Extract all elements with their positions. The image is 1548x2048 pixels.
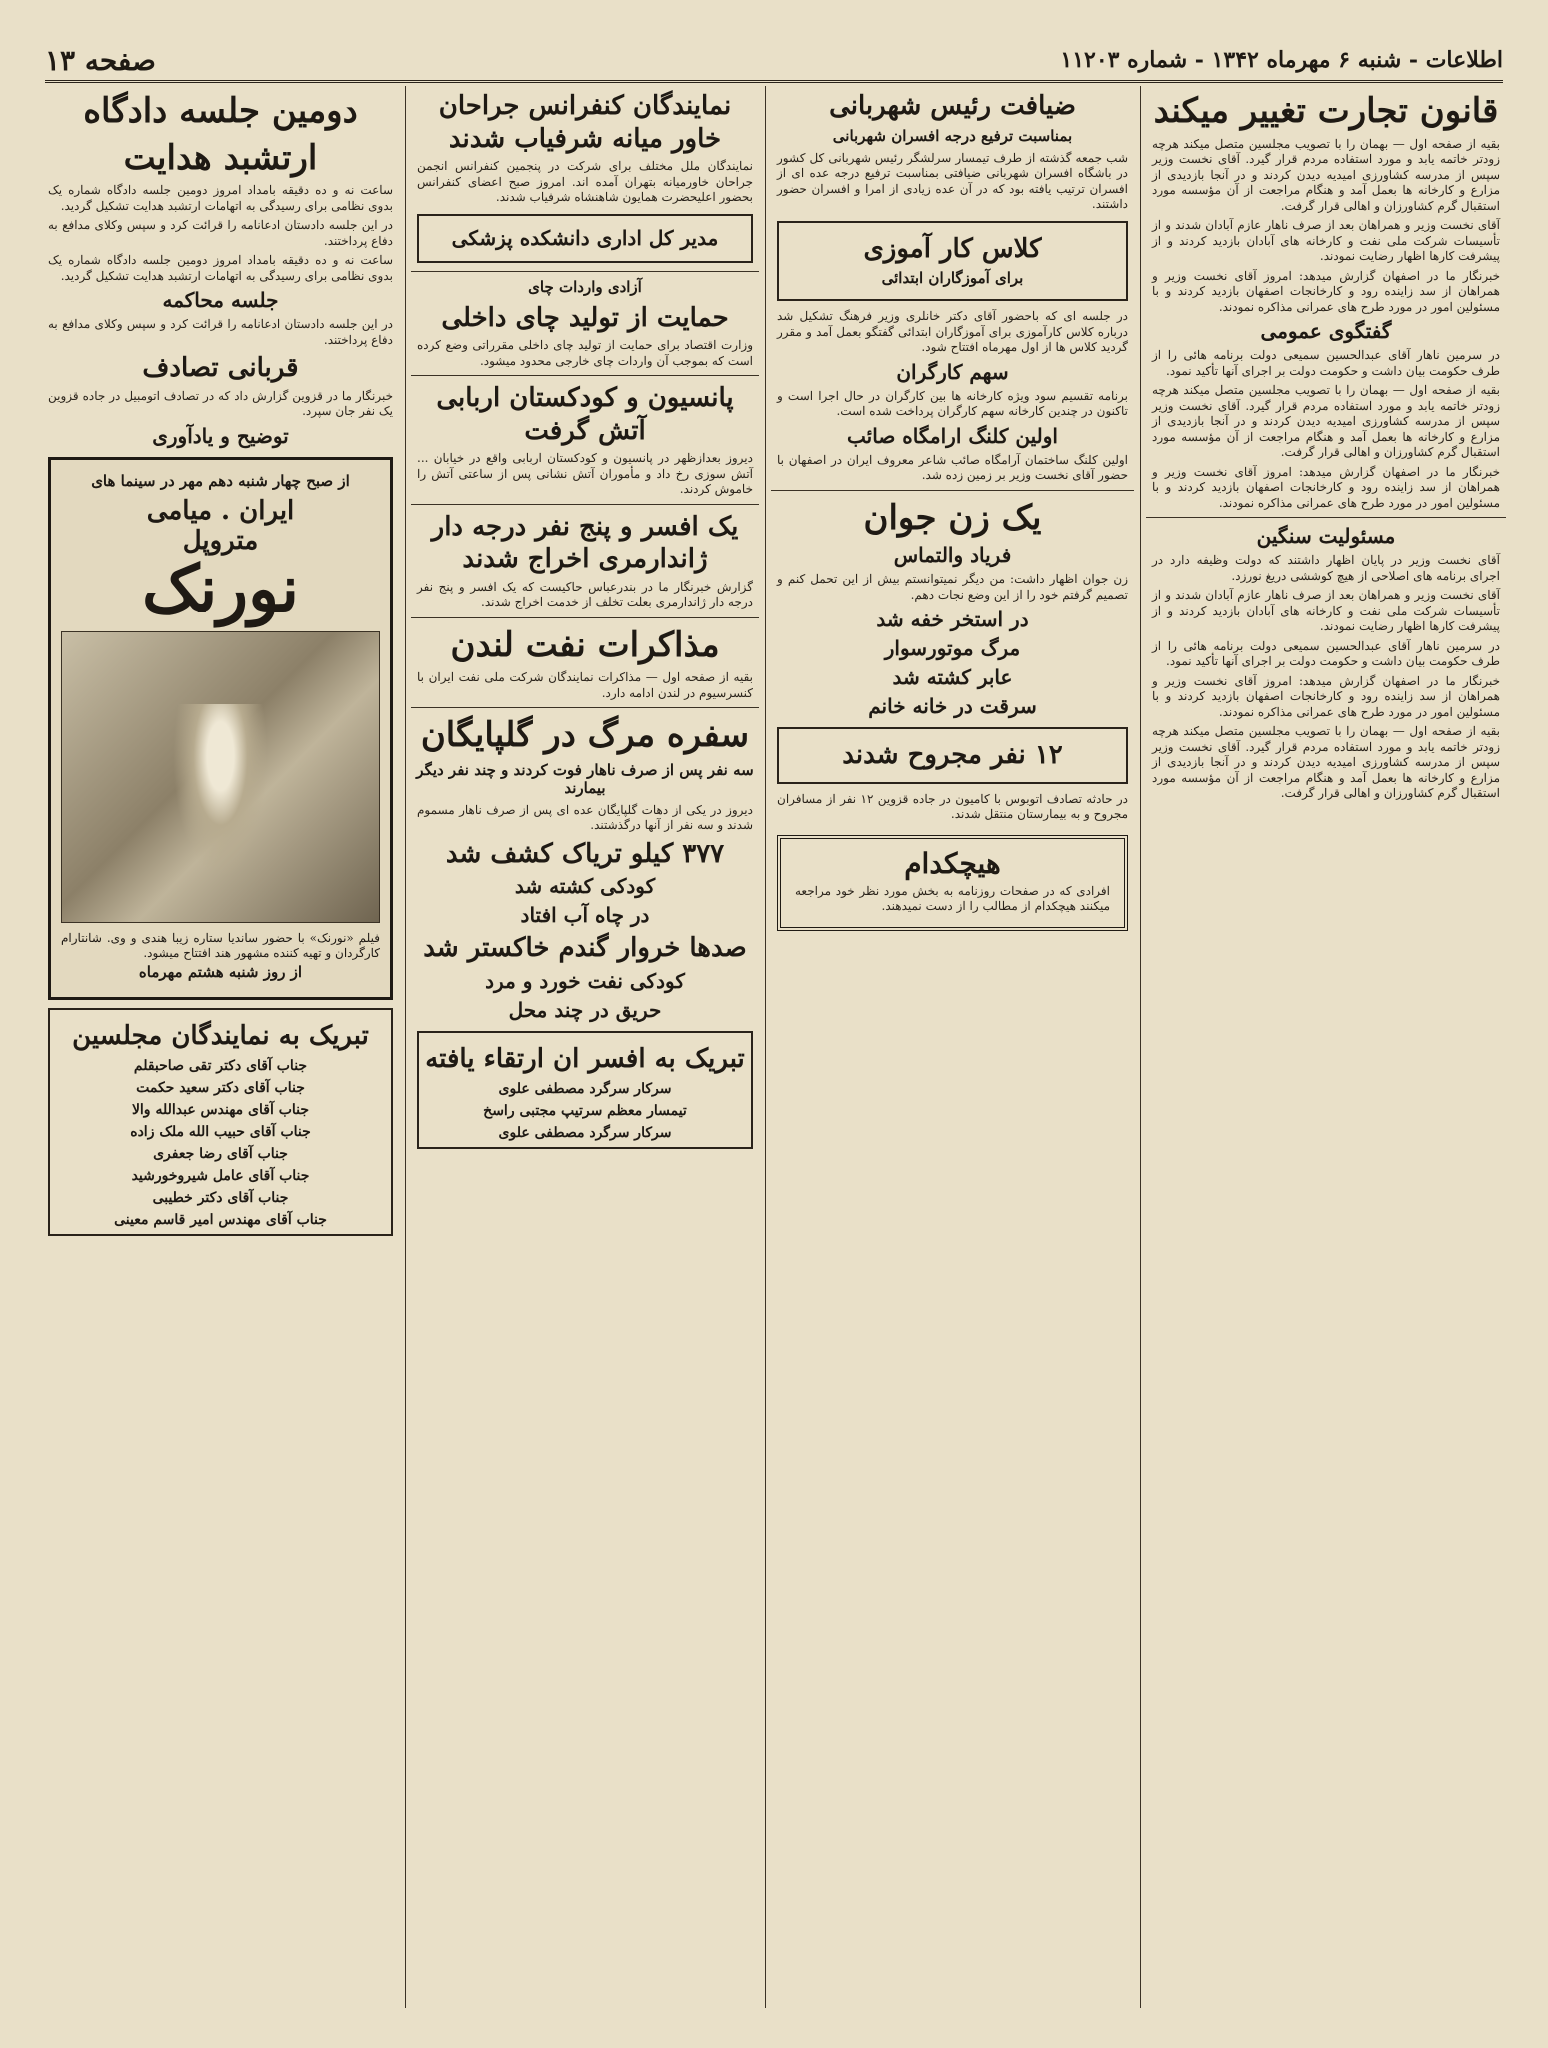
article-text: وزارت اقتصاد برای حمایت از تولید چای داخلی مقرراتی وضع کرده است که بموجب آن واردات چای خارجی محدود میشود. xyxy=(417,338,753,368)
headline-commerce-law: قانون تجارت تغییر میکند xyxy=(1153,91,1499,131)
ad-title: هیچکدام xyxy=(904,846,1001,880)
congrats-name: جناب آقای رضا جعفری xyxy=(153,1146,288,1163)
subheading: حریق در چند محل xyxy=(508,997,662,1022)
congrats-name: تیمسار معظم سرتیپ مجتبی راسخ xyxy=(483,1103,687,1119)
headline-court-subject: ارتشبد هدایت xyxy=(123,137,318,178)
article-text: بقیه از صفحه اول — بهمان را با تصویب مجلسین متصل میکند هرچه زودتر خاتمه یابد و مورد استفاده مردم قرار گیرد. آقای نخست وزیر سپس از مدرسه کشاورزی امیدیه دیدن کردند و در آنجا بازدیدی از مزارع و کارخانه ها بعمل آمد و هنگام مراجعت از آن مؤسسه مورد استقبال گرم کشاورزان و اهالی قرار گرفت. xyxy=(1152,136,1500,213)
subheading: عابر کشته شد xyxy=(892,665,1013,689)
congrats-name: سرکار سرگرد مصطفی علوی xyxy=(498,1125,672,1141)
article-text: دیروز در یکی از دهات گلپایگان عده ای پس از صرف ناهار مسموم شدند و سه نفر از آنها درگذشتند. xyxy=(417,802,753,832)
ad-opening-date: از روز شنبه هشتم مهرماه xyxy=(138,962,303,981)
film-photo xyxy=(61,631,380,923)
headline-surgeons: نمایندگان کنفرانس جراحان خاور میانه شرفیاب شدند xyxy=(438,91,732,154)
masthead-bar xyxy=(45,40,1503,83)
boxed-article xyxy=(777,221,1128,302)
article-text: آقای نخست وزیر و همراهان بعد از صرف ناهار عازم آبادان شدند و از تأسیسات شرکت ملی نفت و کارخانه های آبادان بازدید کردند و از پیشرفت کارها اظهار رضایت نمودند. xyxy=(1152,588,1500,633)
headline-death-meal: سفره مرگ در گلپایگان xyxy=(420,715,750,755)
congrats-name: جناب آقای دکتر خطیبی xyxy=(152,1190,289,1207)
headline-officers-expelled: یک افسر و پنج نفر درجه دار ژاندارمری اخراج شدند xyxy=(431,511,739,574)
headline-young-woman: یک زن جوان xyxy=(863,497,1042,538)
column-rule xyxy=(765,86,766,2008)
column-rule xyxy=(405,86,406,2008)
headline-parliament-congrats: تبریک به نمایندگان مجلسین xyxy=(72,1020,369,1051)
headline-court-session: دومین جلسه دادگاه xyxy=(83,91,358,131)
congrats-name: جناب آقای حبیب الله ملک زاده xyxy=(130,1124,311,1141)
subheading: در چاه آب افتاد xyxy=(520,903,650,927)
subheading: آزادی واردات چای xyxy=(528,277,642,296)
article-text: شب جمعه گذشته از طرف تیمسار سرلشگر رئیس شهربانی کل کشور در باشگاه افسران شهربانی ضیافتی بمناسبت ترفیع درجه عده ای از افسران ترتیب یافته بود که در آن عده زیادی از امرا و افسران حضور داشتند. xyxy=(777,150,1128,211)
article-text: در این جلسه دادستان ادعانامه را قرائت کرد و سپس وکلای مدافع به دفاع پرداختند. xyxy=(48,218,393,248)
parliament-congrats-box xyxy=(48,1008,393,1237)
cinema-advertisement xyxy=(48,457,393,1000)
subheading: فریاد والتماس xyxy=(893,543,1012,567)
subheading: گفتگوی عمومی xyxy=(1260,319,1392,343)
article-text: خبرنگار ما در اصفهان گزارش میدهد: امروز آقای نخست وزیر و همراهان از سد زاینده رود و کارخانجات اصفهان بازدید کردند و با مسئولین امور در مورد طرح های عمرانی مذاکره نمودند. xyxy=(1152,673,1500,719)
column-center-left xyxy=(411,86,759,2008)
subheading: برای آموزگاران ابتدائی xyxy=(881,269,1024,287)
article-text: آقای نخست وزیر و همراهان بعد از صرف ناهار عازم آبادان شدند و از تأسیسات شرکت ملی نفت و کارخانه های آبادان بازدید کردند و از پیشرفت کارها اظهار رضایت نمودند. xyxy=(1152,218,1500,263)
subheading: توضیح و یادآوری xyxy=(152,423,289,448)
congrats-name: جناب آقای دکتر تقی صاحبقلم xyxy=(133,1058,308,1075)
advertisement-box xyxy=(777,835,1128,931)
article-text: زن جوان اظهار داشت: من دیگر نمیتوانستم بیش از این تحمل کنم و تصمیم گرفتم خود را از این وضع نجات دهم. xyxy=(777,572,1128,602)
headline-training-class: کلاس کار آموزی xyxy=(863,233,1042,264)
article-text: خبرنگار ما در اصفهان گزارش میدهد: امروز آقای نخست وزیر و همراهان از سد زاینده رود و کارخانجات اصفهان بازدید کردند و با مسئولین امور در مورد طرح های عمرانی مذاکره نمودند. xyxy=(1152,464,1500,510)
article-text: ساعت نه و ده دقیقه بامداد امروز دومین جلسه دادگاه شماره یک بدوی نظامی برای رسیدگی به اتهامات ارتشبد هدایت تشکیل گردید. xyxy=(48,253,393,283)
article-text: در سرمین ناهار آقای عبدالحسین سمیعی دولت برنامه هائی را از طرف حکومت بیان داشت و حکومت دولت بر اجرای آنها تأکید نمود. xyxy=(1152,348,1500,378)
subheading: مسئولیت سنگین xyxy=(1256,524,1396,548)
article-text: در این جلسه دادستان ادعانامه را قرائت کرد و سپس وکلای مدافع به دفاع پرداختند. xyxy=(48,317,393,347)
column-rule xyxy=(1140,86,1141,2008)
ad-cinema-names: ایران . میامی xyxy=(146,495,295,526)
article-text: ساعت نه و ده دقیقه بامداد امروز دومین جلسه دادگاه شماره یک بدوی نظامی برای رسیدگی به اتهامات ارتشبد هدایت تشکیل گردید. xyxy=(48,183,393,213)
article-text: برنامه تقسیم سود ویژه کارخانه ها بین کارگران در حال اجرا است و تاکنون در چندین کارخانه سهم کارگران پرداخت شده است. xyxy=(777,388,1128,418)
article-text: گزارش خبرنگار ما در بندرعباس حاکیست که یک افسر و پنج نفر درجه دار ژاندارمری بعلت تخلف از خدمت اخراج شدند. xyxy=(417,579,753,609)
subheading: مرگ موتورسوار xyxy=(884,636,1021,660)
subheading: بمناسبت ترفیع درجه افسران شهربانی xyxy=(832,126,1073,145)
boxed-headline xyxy=(777,727,1128,784)
ad-caption: فیلم «نورنک» با حضور ساندیا ستاره زیبا هندی و وی. شانتارام کارگردان و تهیه کننده مشهور هند افتتاح میشود. xyxy=(61,930,380,960)
subheading: سهم کارگران xyxy=(896,359,1009,384)
headline-fire: پانسیون و کودکستان اربابی آتش گرفت xyxy=(436,383,734,446)
headline-injured: ۱۲ نفر مجروح شدند xyxy=(842,740,1063,770)
promotion-congrats-box xyxy=(417,1031,753,1150)
headline-oil-talks: مذاکرات نفت لندن xyxy=(450,624,720,665)
article-text: خبرنگار ما در قزوین گزارش داد که در تصادف اتومبیل در جاده قزوین یک نفر جان سپرد. xyxy=(48,388,393,418)
subheading: جلسه محاکمه xyxy=(162,288,279,312)
article-text: نمایندگان ملل مختلف برای شرکت در پنجمین کنفرانس انجمن جراحان خاورمیانه بتهران آمده اند. امروز صبح اعضای کنفرانس بحضور اعلیحضرت همایون شاهنشاه شرفیاب شدند. xyxy=(417,159,753,204)
subheading: اولین کلنگ ارامگاه صائب xyxy=(847,423,1058,448)
congrats-name: جناب آقای مهندس عبدالله والا xyxy=(131,1102,310,1119)
headline-police-reception: ضیافت رئیس شهربانی xyxy=(829,91,1076,121)
subheading: کودکی نفت خورد و مرد xyxy=(485,968,685,993)
article-text: در سرمین ناهار آقای عبدالحسین سمیعی دولت برنامه هائی را از طرف حکومت بیان داشت و حکومت دولت بر اجرای آنها تأکید نمود. xyxy=(1152,638,1500,668)
headline-tea: حمایت از تولید چای داخلی xyxy=(441,302,729,333)
subheading: در استخر خفه شد xyxy=(876,607,1029,631)
article-text: آقای نخست وزیر در پایان اظهار داشتند که دولت وظیفه دارد در اجرای برنامه های اصلاحی از هیچ کوششی دریغ نورزد. xyxy=(1152,553,1501,583)
headline-medical-director: مدیر کل اداری دانشکده پزشکی xyxy=(451,225,719,250)
congrats-name: جناب آقای دکتر سعید حکمت xyxy=(136,1080,305,1097)
subheading: کودکی کشته شد xyxy=(514,874,656,898)
masthead-title: اطلاعات - شنبه ۶ مهرماه ۱۳۴۲ - شماره ۱۱۲۰۳ xyxy=(1060,47,1503,73)
headline-opium: ۳۷۷ کیلو تریاک کشف شد xyxy=(445,838,725,869)
column-right xyxy=(1146,86,1506,2008)
boxed-headline xyxy=(417,214,753,263)
article-text: در حادثه تصادف اتوبوس با کامیون در جاده قزوین ۱۲ نفر از مسافران مجروح و به بیمارستان منتقل شدند. xyxy=(777,791,1128,821)
ad-film-title: نورنک xyxy=(142,551,299,627)
congrats-name: جناب آقای عامل شیروخورشید xyxy=(131,1168,310,1185)
page-number: صفحه ۱۳ xyxy=(45,43,156,77)
article-text: دیروز بعدازظهر در پانسیون و کودکستان اربابی واقع در خیابان ... آتش سوزی رخ داد و مأموران آتش نشانی پس از ساعتی آتش را خاموش کردند. xyxy=(417,451,753,496)
dancer-figure xyxy=(173,704,268,878)
article-text: بقیه از صفحه اول — بهمان را با تصویب مجلسین متصل میکند هرچه زودتر خاتمه یابد و مورد استفاده مردم قرار گیرد. آقای نخست وزیر سپس از مدرسه کشاورزی امیدیه دیدن کردند و در آنجا بازدیدی از مزارع و کارخانه ها بعمل آمد و هنگام مراجعت از آن مؤسسه مورد استقبال گرم کشاورزان و اهالی قرار گرفت. xyxy=(1152,724,1500,800)
ad-text: افرادی که در صفحات روزنامه به بخش مورد نظر خود مراجعه میکنند هیچکدام از مطالب را از دست نمیدهند. xyxy=(795,883,1110,913)
subheading: سرقت در خانه خانم xyxy=(868,694,1037,718)
article-text: اولین کلنگ ساختمان آرامگاه صائب شاعر معروف ایران در اصفهان با حضور آقای نخست وزیر بر زمین زده شد. xyxy=(777,452,1128,482)
headline-promotion: تبریک به افسر ان ارتقاء یافته xyxy=(425,1043,745,1074)
column-center-right xyxy=(771,86,1134,2008)
article-text: در جلسه ای که باحضور آقای دکتر خانلری وزیر فرهنگ تشکیل شد درباره کلاس کارآموزی برای آموزگاران ابتدائی گفتگو بعمل آمد و مقرر گردید کلاس ها از اول مهرماه افتتاح شود. xyxy=(777,309,1128,354)
column-left xyxy=(42,86,399,2008)
ad-cinema-name: متروپل xyxy=(182,525,259,556)
headline-wheat-fire: صدها خروار گندم خاکستر شد xyxy=(423,933,747,963)
article-text: خبرنگار ما در اصفهان گزارش میدهد: امروز آقای نخست وزیر و همراهان از سد زاینده رود و کارخانجات اصفهان بازدید کردند و با مسئولین امور در مورد طرح های عمرانی مذاکره نمودند. xyxy=(1152,268,1500,314)
headline-accident-victim: قربانی تصادف xyxy=(142,353,299,383)
congrats-name: جناب آقای مهندس امیر قاسم معینی xyxy=(114,1212,327,1229)
ad-date-line: از صبح چهار شنبه دهم مهر در سینما های xyxy=(91,471,350,490)
article-text: بقیه از صفحه اول — مذاکرات نمایندگان شرکت ملی نفت ایران با کنسرسیوم در لندن ادامه دارد. xyxy=(417,670,753,700)
article-text: بقیه از صفحه اول — بهمان را با تصویب مجلسین متصل میکند هرچه زودتر خاتمه یابد و مورد استفاده مردم قرار گیرد. آقای نخست وزیر سپس از مدرسه کشاورزی امیدیه دیدن کردند و در آنجا بازدیدی از مزارع و کارخانه ها بعمل آمد و هنگام مراجعت از آن مؤسسه مورد استقبال گرم کشاورزان و اهالی قرار گرفت. xyxy=(1152,383,1500,459)
subheading: سه نفر پس از صرف ناهار فوت کردند و چند نفر دیگر بیمارند xyxy=(416,760,754,797)
congrats-name: سرکار سرگرد مصطفی علوی xyxy=(498,1081,672,1097)
